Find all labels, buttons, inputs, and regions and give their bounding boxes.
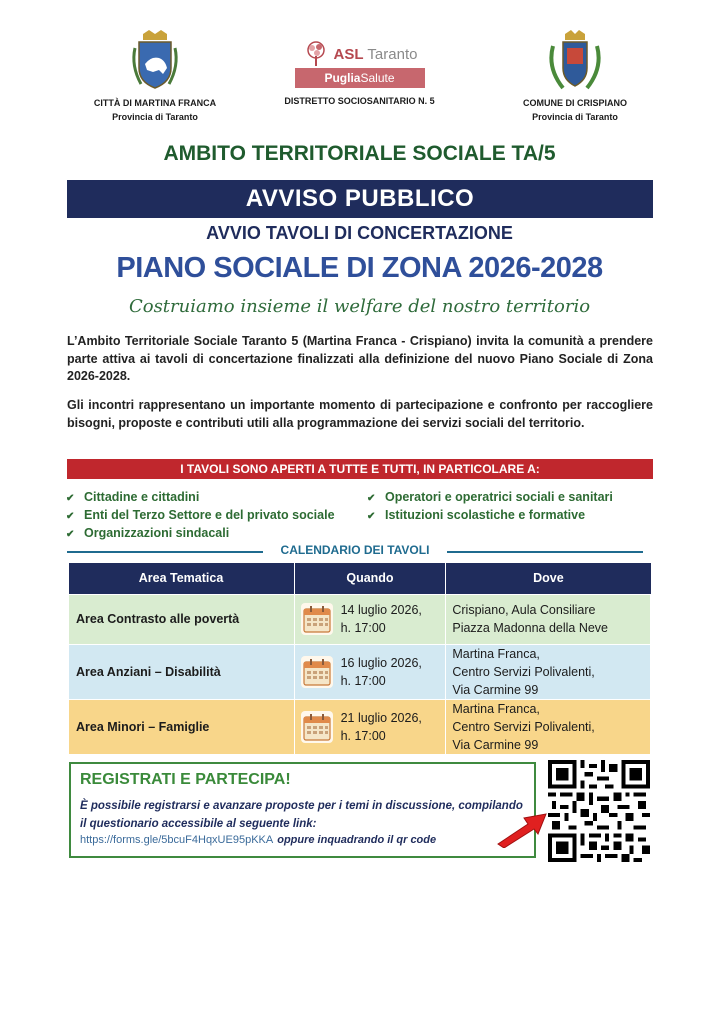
place-cell — [446, 699, 651, 754]
list-item-label: Istituzioni scolastiche e formative — [385, 508, 586, 522]
tree-icon — [302, 40, 330, 68]
intro-paragraph: L’Ambito Territoriale Sociale Taranto 5 (Martina Franca - Crispiano) invita la comunità a prendere parte attiva ai tavoli di concertazione finalizzati alla definizione del nuovo Piano Sociale di Zona 2026-2028. — [67, 334, 653, 383]
check-icon: ✔ — [66, 493, 75, 504]
qr-code-icon[interactable] — [548, 760, 650, 862]
place-cell — [446, 594, 651, 644]
avviso-banner: AVVISO PUBBLICO — [67, 180, 653, 218]
date-text: 14 luglio 2026, — [340, 603, 422, 617]
list-item — [66, 488, 335, 506]
participants-list-right — [367, 488, 613, 524]
list-item — [66, 506, 335, 524]
header-logos — [0, 0, 719, 130]
asl-taranto-logo — [272, 40, 447, 106]
asl-name-city: Taranto — [367, 45, 418, 63]
piano-title: PIANO SOCIALE DI ZONA 2026-2028 — [116, 252, 603, 284]
calendar-icon — [301, 711, 333, 743]
header-dove: Dove — [446, 563, 651, 594]
place-line: Martina Franca, — [452, 701, 540, 716]
check-icon: ✔ — [367, 511, 376, 522]
check-icon: ✔ — [66, 529, 75, 540]
place-cell — [446, 644, 651, 699]
list-item-label: Operatori e operatrici sociali e sanitari — [385, 490, 613, 504]
list-item-label: Organizzazioni sindacali — [84, 526, 230, 540]
date-text: 21 luglio 2026, — [340, 710, 422, 725]
place-line: Piazza Madonna della Neve — [452, 621, 609, 635]
check-icon: ✔ — [367, 493, 376, 504]
place-line: Via Carmine 99 — [452, 737, 539, 752]
place-line: Centro Servizi Polivalenti, — [452, 719, 595, 734]
header-area: Area Tematica — [69, 563, 295, 594]
puglia-salute-rest: Salute — [360, 71, 395, 85]
register-link-line — [80, 834, 436, 846]
calendar-icon — [301, 603, 333, 635]
open-tables-banner: I TAVOLI SONO APERTI A TUTTE E TUTTI, IN PARTICOLARE A: — [67, 459, 653, 479]
calendar-title: CALENDARIO DEI TAVOLI — [280, 543, 430, 557]
place-line: Via Carmine 99 — [452, 682, 539, 697]
register-box — [69, 762, 536, 858]
crispiano-logo — [505, 28, 645, 122]
calendar-heading — [67, 542, 653, 560]
area-cell: Area Anziani – Disabilità — [69, 644, 295, 699]
list-item — [367, 506, 613, 524]
avvio-subtitle: AVVIO TAVOLI DI CONCERTAZIONE — [206, 223, 513, 243]
time-text: h. 17:00 — [340, 621, 386, 635]
puglia-salute-bar — [295, 68, 425, 88]
list-item-label: Enti del Terzo Settore e del privato sociale — [84, 508, 335, 522]
slogan: Costruiamo insieme il welfare del nostro territorio — [128, 296, 591, 317]
asl-top-row — [272, 40, 447, 68]
place-line: Crispiano, Aula Consiliare — [452, 603, 596, 617]
arrow-icon — [494, 808, 550, 848]
area-cell: Area Minori – Famiglie — [69, 699, 295, 754]
table-row — [69, 594, 651, 644]
asl-name-bold: ASL — [333, 45, 364, 63]
list-item-label: Cittadine e cittadini — [84, 490, 200, 504]
date-text: 16 luglio 2026, — [340, 655, 422, 670]
form-link[interactable]: https://forms.gle/5bcuF4HqxUE95pKKA — [80, 834, 274, 846]
list-item — [367, 488, 613, 506]
list-item — [66, 524, 335, 542]
crispiano-name: COMUNE DI CRISPIANO — [522, 98, 627, 108]
calendar-icon — [301, 656, 333, 688]
when-cell — [294, 699, 446, 754]
place-line: Centro Servizi Polivalenti, — [452, 664, 595, 679]
time-text: h. 17:00 — [340, 728, 386, 743]
participants-list-left — [66, 488, 335, 542]
area-cell: Area Contrasto alle povertà — [69, 594, 295, 644]
when-cell — [294, 644, 446, 699]
martina-franca-crest-icon — [129, 28, 181, 94]
table-row — [69, 699, 651, 754]
puglia-salute-bold: Puglia — [324, 71, 361, 85]
meetings-paragraph: Gli incontri rappresentano un importante momento di partecipazione e confronto per raccogliere bisogni, proposte e contributi utili alla programmazione dei servizi sociali del territorio. — [67, 398, 653, 430]
divider — [447, 551, 643, 553]
place-line: Martina Franca, — [452, 646, 540, 661]
asl-name — [334, 46, 418, 63]
martina-franca-logo — [80, 28, 230, 122]
asl-district: DISTRETTO SOCIOSANITARIO N. 5 — [284, 96, 435, 106]
register-text: È possibile registrarsi e avanzare proposte per i temi in discussione, compilando il questionario accessibile al seguente link: — [80, 800, 523, 830]
divider — [67, 551, 263, 553]
calendar-table — [68, 563, 651, 755]
register-title: REGISTRATI E PARTECIPA! — [80, 771, 291, 788]
header-quando: Quando — [294, 563, 446, 594]
time-text: h. 17:00 — [340, 673, 386, 688]
martina-franca-province: Provincia di Taranto — [112, 112, 198, 122]
ambito-title: AMBITO TERRITORIALE SOCIALE TA/5 — [163, 142, 556, 165]
qr-note: oppure inquadrando il qr code — [277, 834, 437, 846]
table-row — [69, 644, 651, 699]
table-header-row — [69, 563, 651, 594]
martina-franca-name: CITTÀ DI MARTINA FRANCA — [93, 98, 217, 108]
check-icon: ✔ — [66, 511, 75, 522]
crispiano-crest-icon — [545, 28, 605, 94]
when-cell — [294, 594, 446, 644]
crispiano-province: Provincia di Taranto — [532, 112, 618, 122]
